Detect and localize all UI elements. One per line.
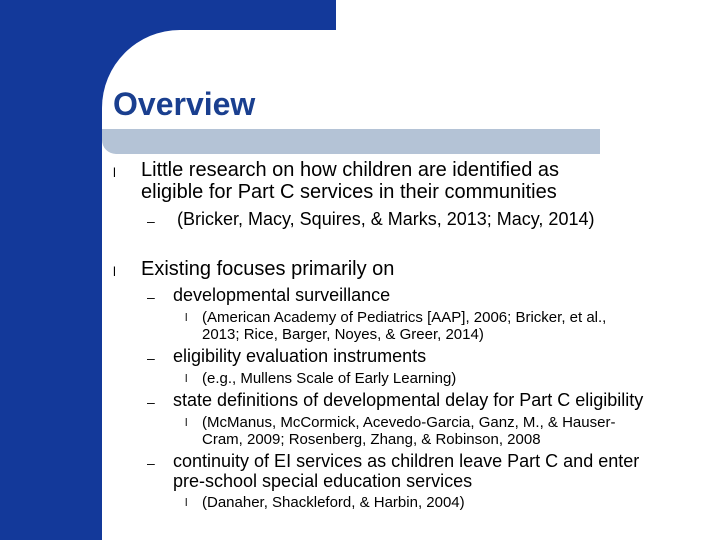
bullet-icon: l (113, 264, 116, 279)
item-2-sub-2-ref-line-1: (e.g., Mullens Scale of Early Learning) (202, 370, 457, 387)
bullet-icon: l (185, 497, 188, 509)
bullet-icon: l (113, 165, 116, 180)
dash-icon: – (147, 394, 155, 410)
dash-icon: – (147, 289, 155, 305)
item-2-sub-2: eligibility evaluation instruments (173, 346, 427, 366)
item-1-line-2: eligible for Part C services in their communities (141, 181, 557, 203)
item-2-line-1: Existing focuses primarily on (141, 258, 395, 280)
bullet-icon: l (185, 312, 188, 324)
item-2-sub-4-line-2: pre-school special education services (173, 471, 473, 491)
item-2-sub-3-ref-line-2: Cram, 2009; Rosenberg, Zhang, & Robinson, 2008 (202, 431, 541, 448)
item-1-sub-1: (Bricker, Macy, Squires, & Marks, 2013; Macy, 2014) (177, 209, 595, 229)
item-2-sub-1-ref-line-1: (American Academy of Pediatrics [AAP], 2006; Bricker, et al., (202, 309, 607, 326)
dash-icon: – (147, 350, 155, 366)
item-2-sub-3-ref-line-1: (McManus, McCormick, Acevedo-Garcia, Ganz, M., & Hauser- (202, 414, 616, 431)
dash-icon: – (147, 213, 155, 229)
dash-icon: – (147, 455, 155, 471)
bullet-icon: l (185, 417, 188, 429)
item-2-sub-4-ref-line-1: (Danaher, Shackleford, & Harbin, 2004) (202, 494, 465, 511)
slide-title: Overview (113, 86, 256, 122)
item-2-sub-3: state definitions of developmental delay for Part C eligibility (173, 390, 644, 410)
bullet-icon: l (185, 373, 188, 385)
title-underline-bar (102, 129, 600, 154)
item-2-sub-1: developmental surveillance (173, 285, 391, 305)
item-1-line-1: Little research on how children are identified as (141, 159, 560, 181)
item-2-sub-1-ref-line-2: 2013; Rice, Barger, Noyes, & Greer, 2014) (202, 326, 484, 343)
item-2-sub-4-line-1: continuity of EI services as children leave Part C and enter (173, 451, 640, 471)
